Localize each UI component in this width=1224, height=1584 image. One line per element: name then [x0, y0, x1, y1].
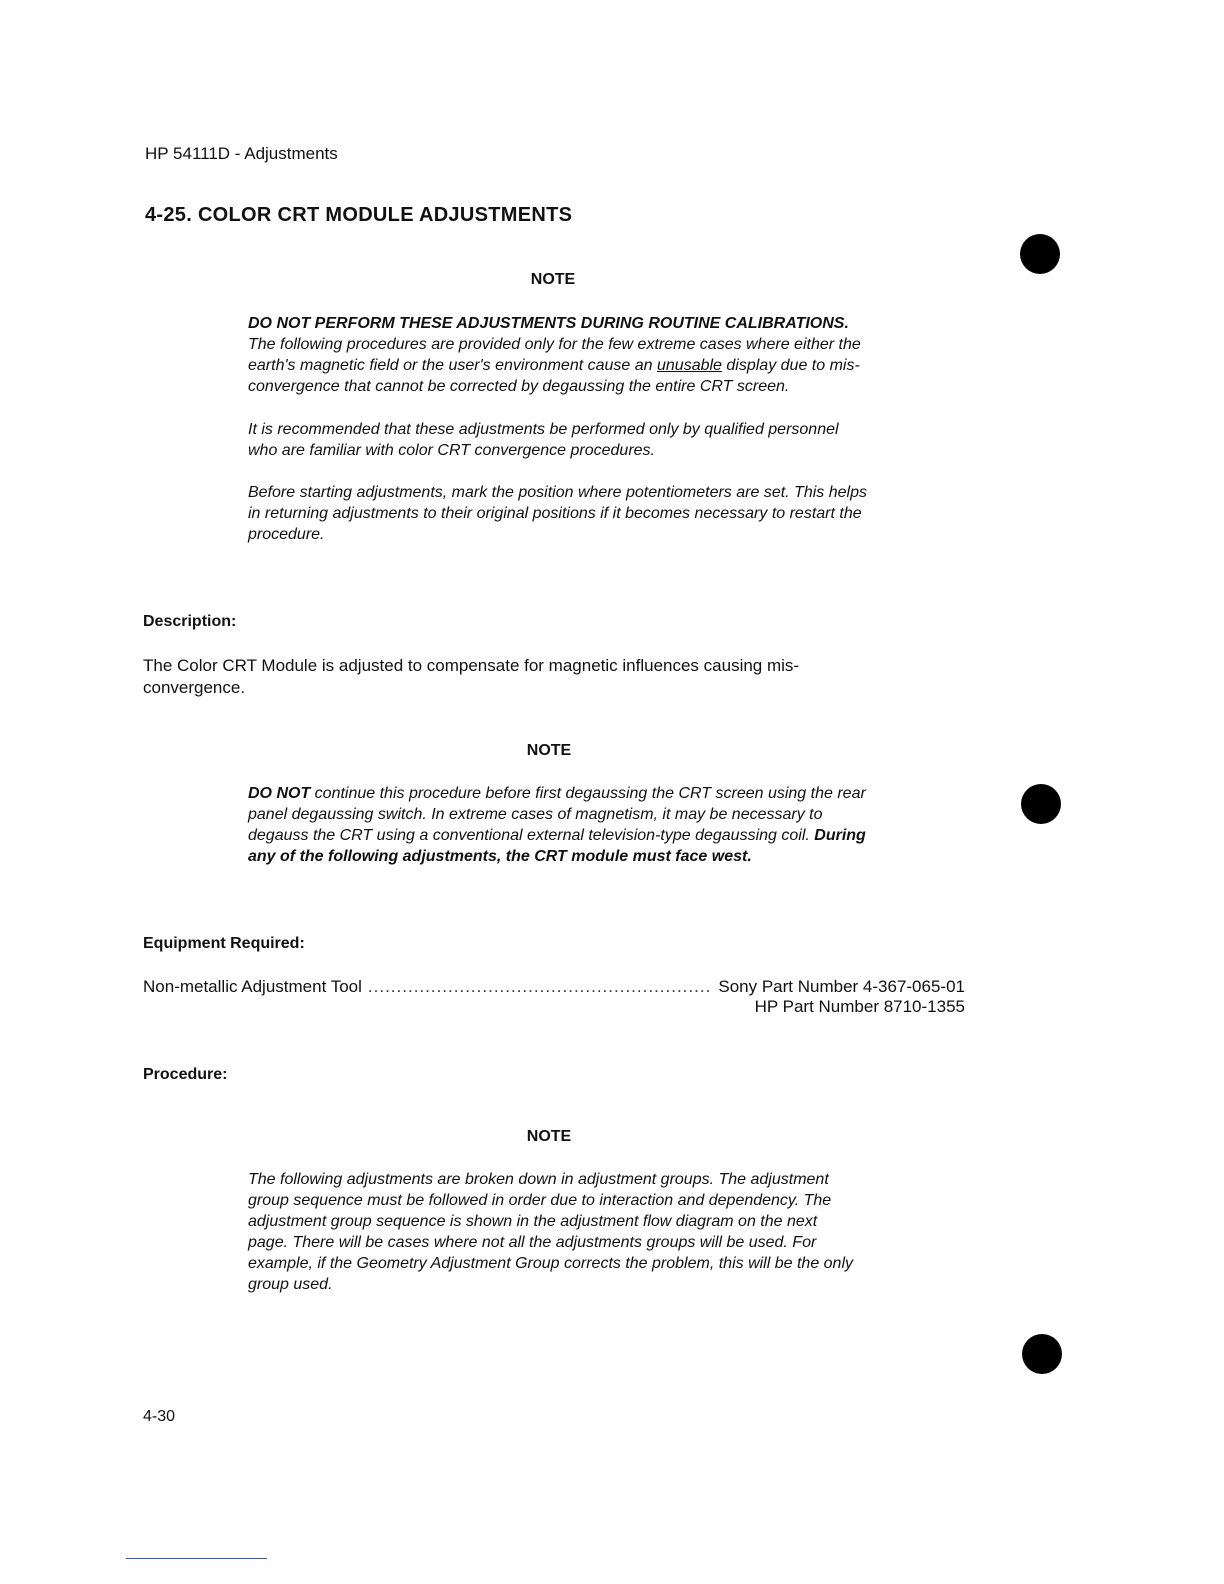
- procedure-heading: Procedure:: [143, 1066, 228, 1083]
- description-text: The Color CRT Module is adjusted to compensate for magnetic influences causing mis-convergence.: [143, 656, 800, 697]
- dot-leader: [368, 976, 710, 997]
- equipment-heading: Equipment Required:: [143, 935, 305, 952]
- note-text: display due to mis-convergence that cannot be corrected by degaussing the entire CRT screen.: [248, 357, 860, 395]
- section-title: 4-25. COLOR CRT MODULE ADJUSTMENTS: [145, 204, 573, 226]
- note-text: continue this procedure before first degaussing the CRT screen using the rear panel degaussing switch. In extreme cases of magnetism, it may be necessary to degauss the CRT using a conventional external television-type degaussing coil.: [248, 785, 866, 844]
- note-body: [248, 313, 868, 545]
- equipment-item: Non-metallic Adjustment Tool: [143, 977, 362, 996]
- note-paragraph: [248, 783, 868, 867]
- warning-bold-text: DO NOT PERFORM THESE ADJUSTMENTS DURING ROUTINE CALIBRATIONS.: [248, 315, 849, 332]
- note-heading: NOTE: [526, 1128, 572, 1145]
- warning-bold-text: DO NOT: [248, 785, 311, 802]
- punch-hole: [1021, 784, 1061, 824]
- note-paragraph: The following adjustments are broken down in adjustment groups. The adjustment group sequence must be followed in order due to interaction and dependency. The adjustment group sequence is shown in the adjustment flow diagram on the next page. There will be cases where not all the adjustments groups will be used. For example, if the Geometry Adjustment Group corrects the problem, this will be the only group used.: [248, 1171, 854, 1293]
- note-heading: NOTE: [530, 271, 576, 288]
- sony-part-number: Sony Part Number 4-367-065-01: [718, 977, 965, 996]
- warning-bold-text: During any of the following adjustments, the CRT module must face west.: [248, 827, 866, 865]
- note-paragraph: [248, 313, 868, 397]
- note-text: The following procedures are provided only for the few extreme cases where either the earth's magnetic field or the user's environment cause an: [248, 336, 861, 374]
- note-body: [248, 1169, 858, 1295]
- note-heading: NOTE: [526, 742, 572, 759]
- footer-rule: [126, 1558, 267, 1559]
- running-head: HP 54111D - Adjustments: [145, 144, 338, 163]
- equipment-row: [143, 976, 965, 997]
- note-body: [248, 783, 868, 867]
- underlined-text: unusable: [657, 357, 722, 374]
- hp-part-number: HP Part Number 8710-1355: [754, 997, 965, 1016]
- note-paragraph: Before starting adjustments, mark the position where potentiometers are set. This helps in returning adjustments to their original positions if it becomes necessary to restart the procedure.: [248, 484, 867, 543]
- punch-hole: [1022, 1334, 1062, 1374]
- page-number: 4-30: [143, 1408, 176, 1425]
- description-heading: Description:: [143, 613, 237, 630]
- note-paragraph: It is recommended that these adjustments be performed only by qualified personnel who are familiar with color CRT convergence procedures.: [248, 421, 839, 459]
- punch-hole: [1020, 234, 1060, 274]
